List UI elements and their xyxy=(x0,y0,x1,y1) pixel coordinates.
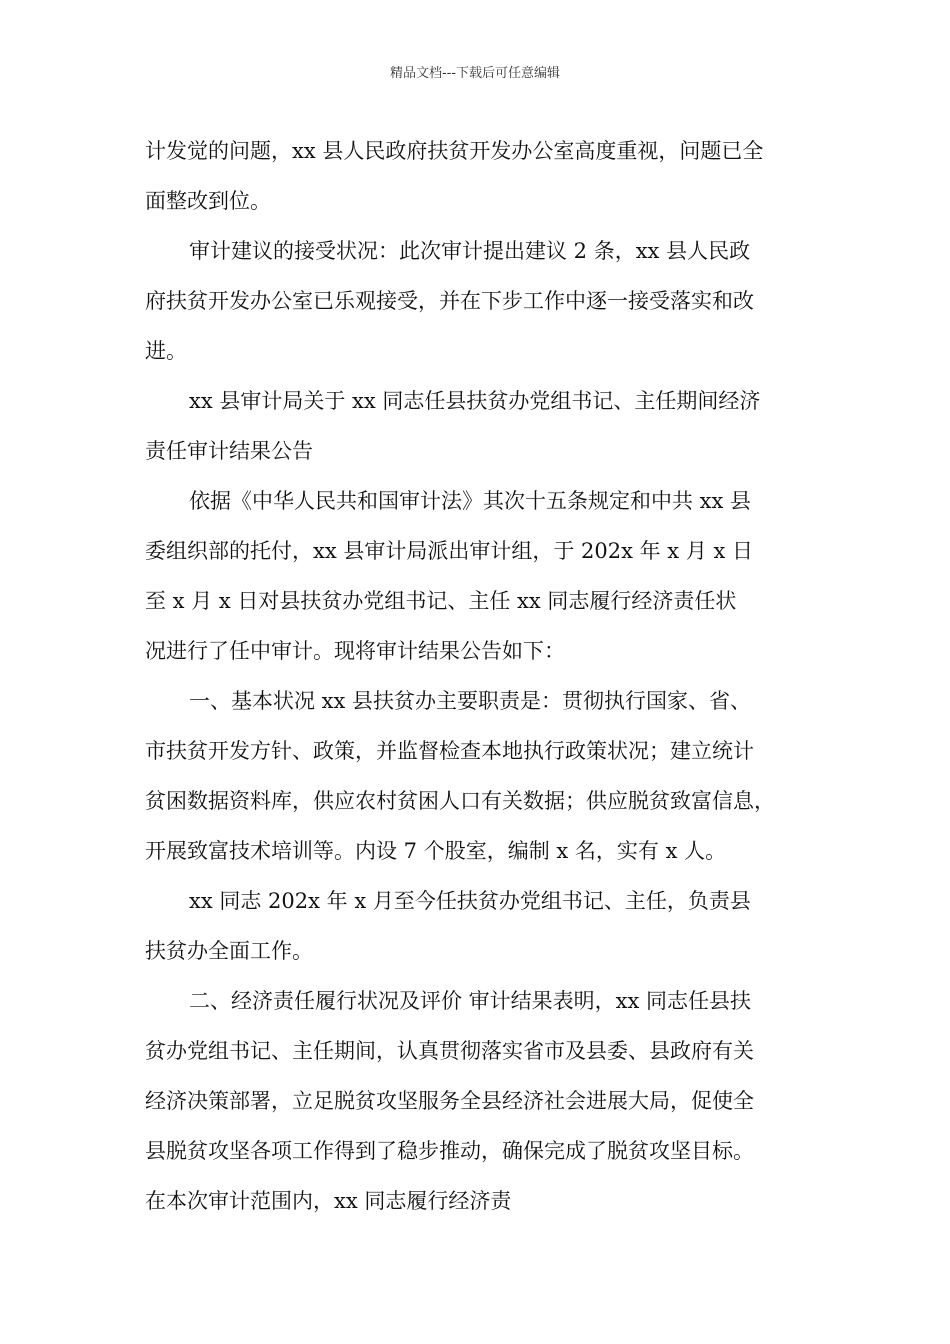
text-line: 审计建议的接受状况：此次审计提出建议 2 条，xx 县人民政 xyxy=(189,239,751,263)
text-line: 委组织部的托付，xx 县审计局派出审计组，于 202x 年 x 月 x 日 xyxy=(145,539,754,563)
text-line: 府扶贫开发办公室已乐观接受，并在下步工作中逐一接受落实和改 xyxy=(145,289,754,313)
text-line: 况进行了任中审计。现将审计结果公告如下： xyxy=(145,639,565,663)
paragraph-basic-situation xyxy=(145,676,810,876)
paragraph-audit-suggestions xyxy=(145,226,810,376)
text-line: 一、基本状况 xx 县扶贫办主要职责是：贯彻执行国家、省、 xyxy=(189,689,752,713)
text-line: 进。 xyxy=(145,339,187,363)
text-line: 在本次审计范围内，xx 同志履行经济责 xyxy=(145,1189,512,1213)
paragraph-rectification xyxy=(145,126,810,226)
text-line: 贫困数据资料库，供应农村贫困人口有关数据；供应脱贫致富信息， xyxy=(145,789,775,813)
text-line: 市扶贫开发方针、政策，并监督检查本地执行政策状况；建立统计 xyxy=(145,739,754,763)
text-line: xx 县审计局关于 xx 同志任县扶贫办党组书记、主任期间经济 xyxy=(189,389,761,413)
paragraph-evaluation xyxy=(145,976,810,1226)
paragraph-announcement-title xyxy=(145,376,810,476)
paragraph-audit-basis xyxy=(145,476,810,676)
paragraph-tenure xyxy=(145,876,810,976)
text-line: 面整改到位。 xyxy=(145,189,271,213)
document-body xyxy=(145,126,810,1226)
text-line: 至 x 月 x 日对县扶贫办党组书记、主任 xx 同志履行经济责任状 xyxy=(145,589,737,613)
text-line: 扶贫办全面工作。 xyxy=(145,939,313,963)
text-line: 责任审计结果公告 xyxy=(145,439,313,463)
text-line: 二、经济责任履行状况及评价 审计结果表明，xx 同志任县扶 xyxy=(189,989,752,1013)
text-line: 开展致富技术培训等。内设 7 个股室，编制 x 名，实有 x 人。 xyxy=(145,839,727,863)
text-line: 计发觉的问题，xx 县人民政府扶贫开发办公室高度重视，问题已全 xyxy=(145,139,764,163)
page-header: 精品文档---下载后可任意编辑 xyxy=(389,66,561,81)
text-line: xx 同志 202x 年 x 月至今任扶贫办党组书记、主任，负责县 xyxy=(189,889,751,913)
text-line: 贫办党组书记、主任期间，认真贯彻落实省市及县委、县政府有关 xyxy=(145,1039,754,1063)
text-line: 依据《中华人民共和国审计法》其次十五条规定和中共 xx 县 xyxy=(189,489,752,513)
text-line: 经济决策部署，立足脱贫攻坚服务全县经济社会进展大局，促使全 xyxy=(145,1089,754,1113)
text-line: 县脱贫攻坚各项工作得到了稳步推动，确保完成了脱贫攻坚目标。 xyxy=(145,1139,754,1163)
